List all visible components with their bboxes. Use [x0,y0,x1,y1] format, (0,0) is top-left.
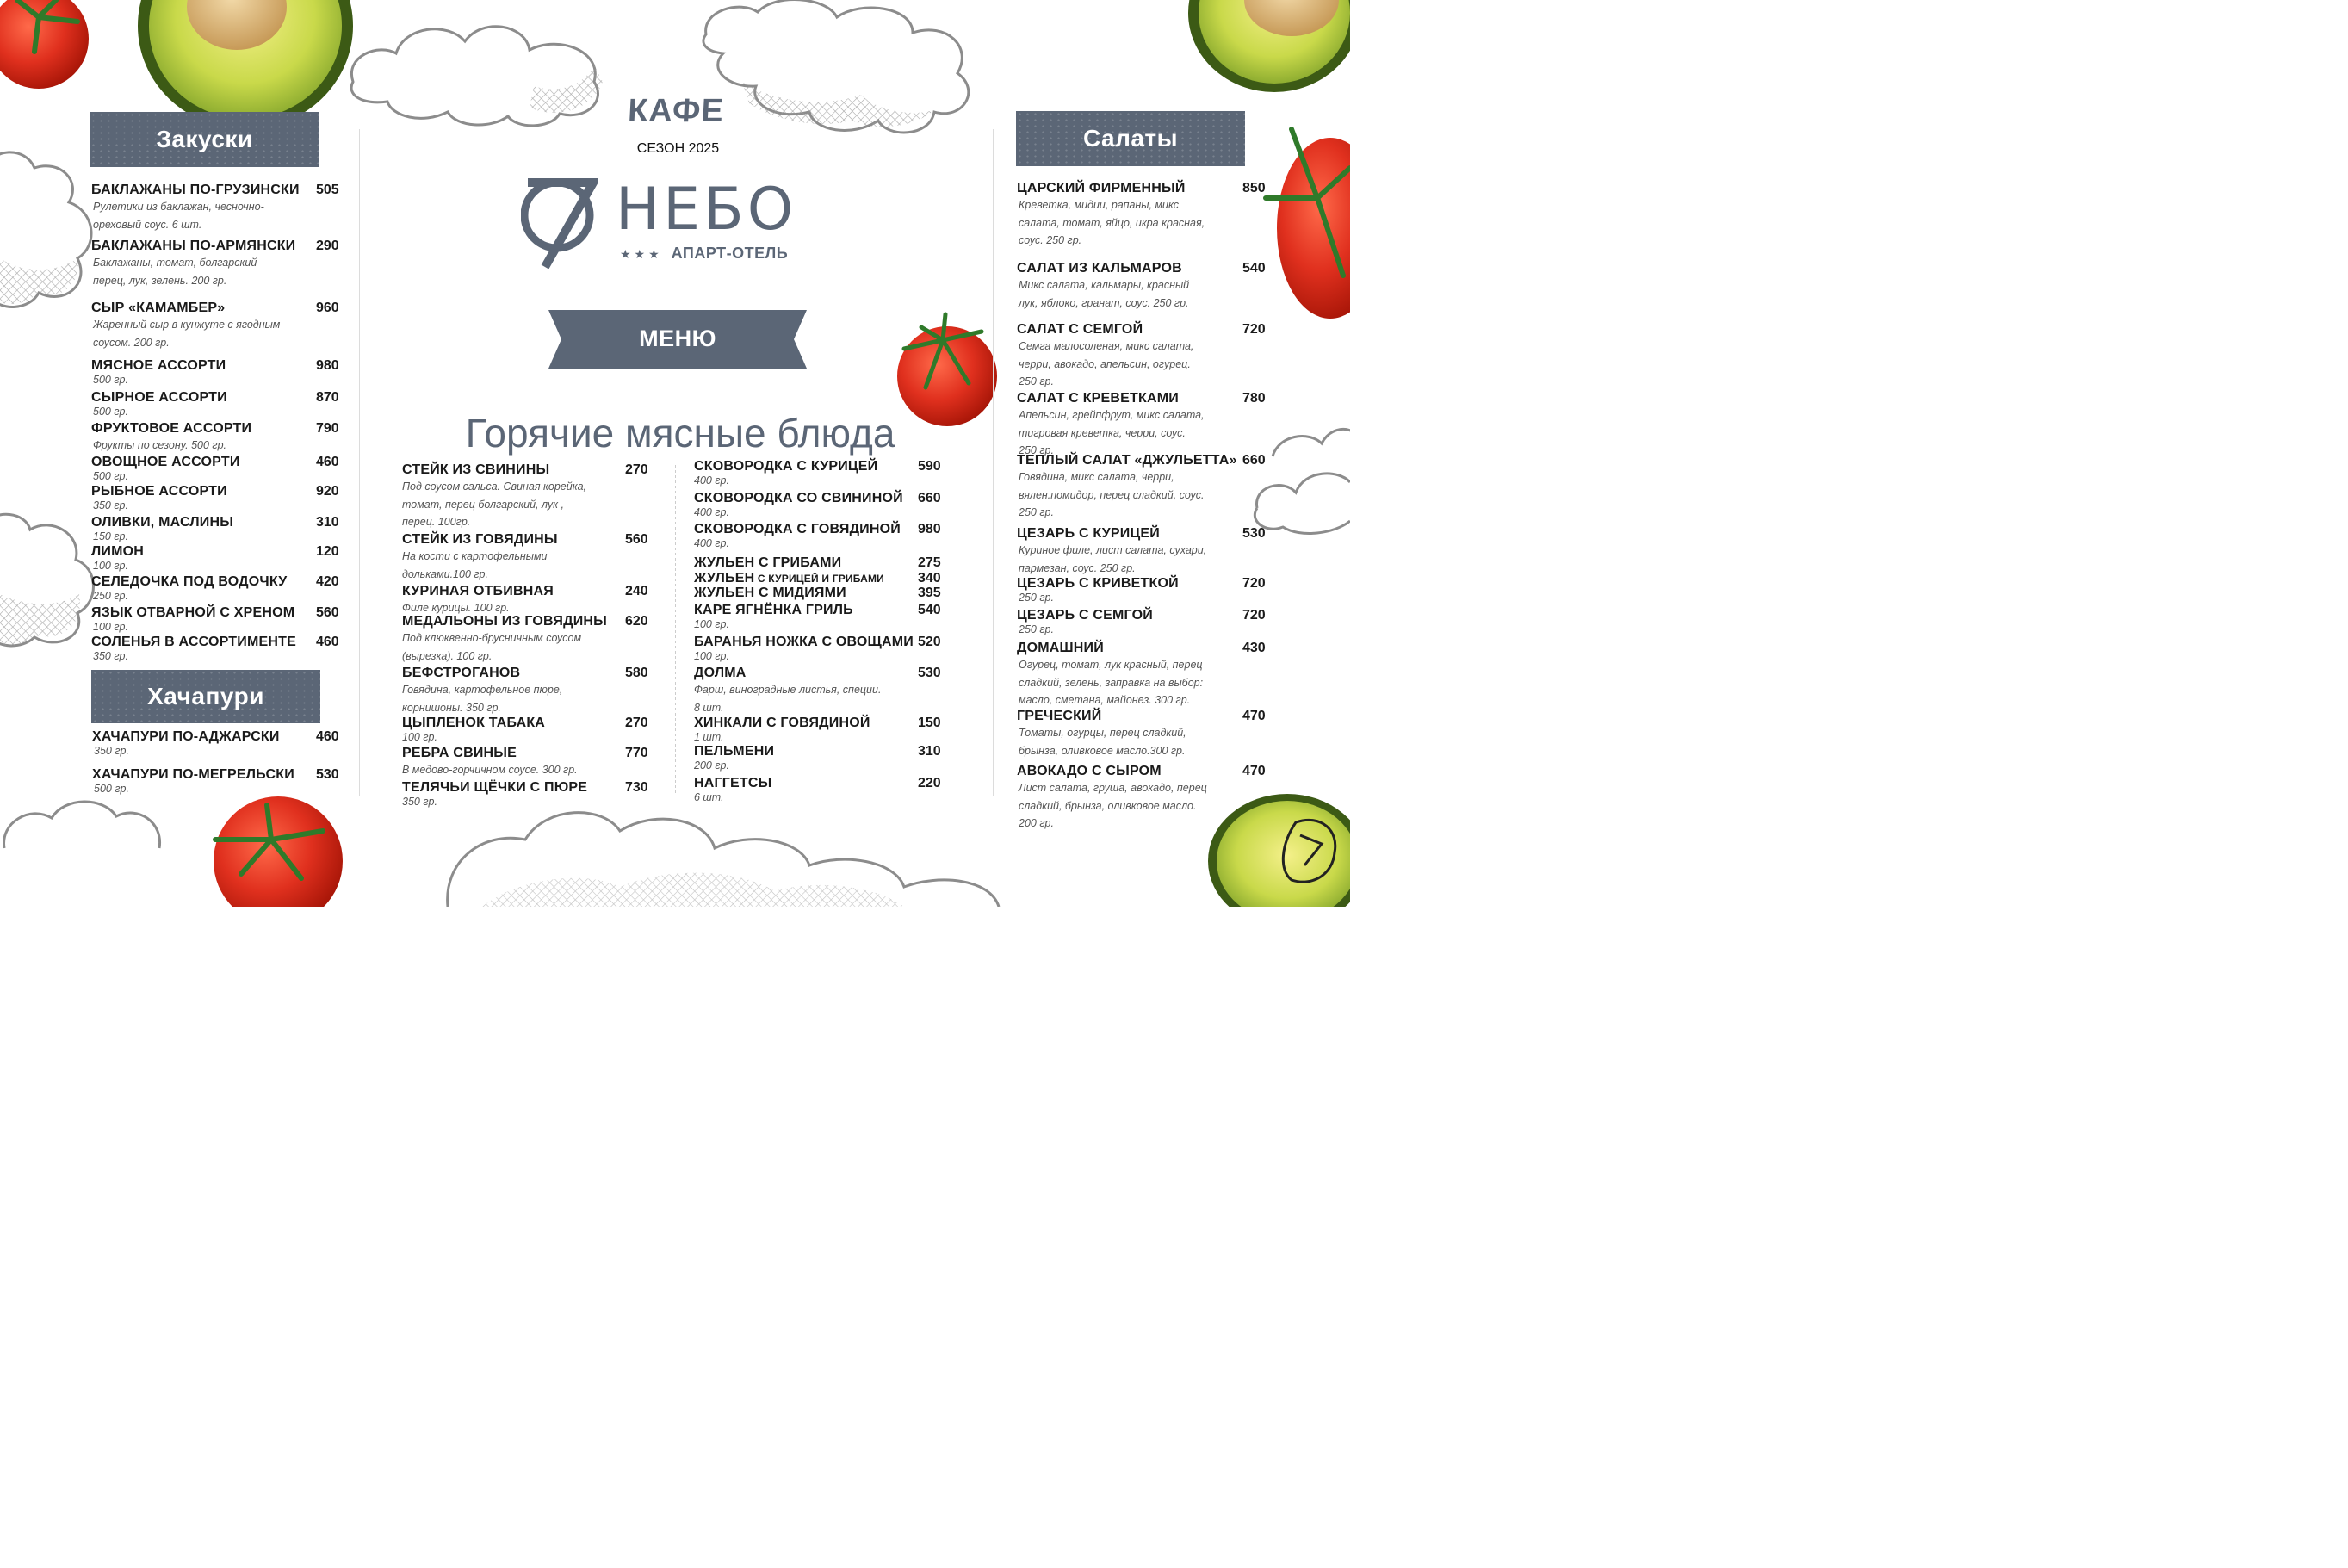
menu-item-price: 530 [1242,526,1266,541]
menu-item-price: 270 [625,462,648,477]
menu-page [0,0,1350,907]
menu-item-price: 780 [1242,391,1266,406]
menu-item-price: 470 [1242,764,1266,778]
menu-item-price: 505 [316,183,339,197]
menu-item-description: 250 гр. [1019,444,1054,456]
menu-item-price: 720 [1242,322,1266,337]
menu-item-name [694,635,952,650]
menu-item-name [694,522,952,537]
menu-item-name-text: СОЛЕНЬЯ В АССОРТИМЕНТЕ [91,635,296,649]
menu-item [1017,709,1277,759]
menu-item-name [1017,322,1277,338]
menu-item-price: 395 [918,586,941,600]
menu-item-description: пармезан, соус. 250 гр. [1019,561,1136,574]
menu-item-name-text: КАРЕ ЯГНЁНКА ГРИЛЬ [694,603,853,617]
menu-item-description: Жаренный сыр в кунжуте с ягодным [93,319,281,331]
menu-item-price: 220 [918,776,941,790]
avocado-icon [1188,0,1350,92]
menu-item-price: 980 [918,522,941,536]
menu-item [91,455,350,482]
menu-item-name [1017,764,1277,779]
menu-item-name-text: ТЕЛЯЧЬИ ЩЁЧКИ С ПЮРЕ [402,780,588,795]
menu-item-description: 250 гр. [1019,592,1054,604]
menu-item [402,780,660,808]
menu-item-description: 500 гр. [93,470,128,482]
menu-item [694,555,952,571]
menu-item-description: 100 гр. [402,731,437,743]
cafe-title: КАФЕ [627,93,725,129]
menu-item-description: 100 гр. [93,621,128,633]
menu-item-name [91,455,350,470]
menu-item-description: 350 гр. [93,499,128,511]
menu-item-name-text: ЦАРСКИЙ ФИРМЕННЫЙ [1017,181,1186,195]
menu-item [402,614,660,665]
menu-item-description: вялен.помидор, перец сладкий, соус. [1019,488,1205,501]
menu-item-name [91,484,350,499]
menu-item-price: 120 [316,544,339,559]
menu-item-price: 520 [918,635,941,649]
menu-item-description: Куриное филе, лист салата, сухари, [1019,544,1207,556]
menu-item-description: лук, яблоко, гранат, соус. 250 гр. [1019,296,1189,309]
menu-item-name-text: ХИНКАЛИ С ГОВЯДИНОЙ [694,716,870,730]
menu-item-description: 1 шт. [694,731,724,743]
menu-item [91,605,350,633]
menu-item-name-text: БАРАНЬЯ НОЖКА С ОВОЩАМИ [694,635,914,649]
menu-item-description: соусом. 200 гр. [93,336,170,349]
menu-item-description: Баклажаны, томат, болгарский [93,257,257,269]
section-banner-khachapuri: Хачапури [91,670,320,723]
menu-item [1017,576,1277,604]
menu-item-name-text: ЦЕЗАРЬ С КУРИЦЕЙ [1017,526,1160,541]
menu-item-price: 420 [316,574,339,589]
menu-item-price: 275 [918,555,941,570]
menu-item-name [402,462,660,478]
menu-item [1017,764,1277,833]
menu-item-description: Говядина, картофельное пюре, [402,684,563,696]
menu-item [1017,453,1277,522]
menu-item-description: 6 шт. [694,791,724,803]
menu-item-description: 350 гр. [93,650,128,662]
menu-item-name [91,390,350,406]
menu-item-name-text: НАГГЕТСЫ [694,776,772,790]
menu-item [91,421,350,455]
menu-item [91,574,350,602]
menu-item-name [91,358,350,374]
menu-item-description: корнишоны. 350 гр. [402,701,501,714]
menu-item-description: 250 гр. [1019,623,1054,635]
menu-item-description: Под соусом сальса. Свиная корейка, [402,480,587,493]
menu-item-name-text: МЕДАЛЬОНЫ ИЗ ГОВЯДИНЫ [402,614,608,629]
menu-item-description: Филе курицы. 100 гр. [402,602,510,614]
season-label: СЕЗОН 2025 [636,141,720,156]
menu-item-description: соус. 250 гр. [1019,234,1082,246]
menu-item [91,183,350,233]
menu-item-description: ореховый соус. 6 шт. [93,218,202,231]
menu-item [694,491,952,518]
menu-item-name [91,635,350,650]
menu-item-name [92,729,350,745]
menu-item-description: Фарш, виноградные листья, специи. [694,684,882,696]
menu-item-price: 770 [625,746,648,760]
menu-item-name-text: ЖУЛЬЕН [694,571,755,586]
menu-item-name [402,780,660,796]
menu-item-name [91,544,350,560]
menu-item-name [1017,261,1277,276]
menu-item [694,571,952,586]
menu-item-price: 530 [316,767,339,782]
menu-item-name-text: ГРЕЧЕСКИЙ [1017,709,1102,723]
menu-item-name-text: САЛАТ ИЗ КАЛЬМАРОВ [1017,261,1182,276]
menu-item-description: 200 гр. [1019,817,1054,829]
menu-item-description: 400 гр. [694,474,729,487]
menu-item [694,744,952,772]
menu-item-name-text: АВОКАДО С СЫРОМ [1017,764,1162,778]
menu-item-price: 870 [316,390,339,405]
menu-item-name-text: СТЕЙК ИЗ ГОВЯДИНЫ [402,532,558,547]
menu-item-name [694,776,952,791]
menu-item-price: 660 [1242,453,1266,468]
menu-item-name-text: БЕФСТРОГАНОВ [402,666,521,680]
menu-item-name [694,744,952,759]
menu-item [1017,608,1277,635]
menu-item-name [402,584,660,599]
menu-item-description: Огурец, томат, лук красный, перец [1019,659,1203,671]
menu-item-description: 100 гр. [694,650,729,662]
menu-item [91,358,350,386]
menu-item-description: Апельсин, грейпфрут, микс салата, [1019,409,1205,421]
menu-item-name-text: ХАЧАПУРИ ПО-МЕГРЕЛЬСКИ [92,767,294,782]
menu-item-name [694,603,952,618]
menu-item-name-text: БАКЛАЖАНЫ ПО-АРМЯНСКИ [91,239,296,253]
menu-item-name [694,716,952,731]
tomato-icon [214,796,343,907]
menu-item [694,459,952,487]
menu-item-description: 500 гр. [93,406,128,418]
menu-item-description: 200 гр. [694,759,729,772]
menu-item-description: В медово-горчичном соусе. 300 гр. [402,764,578,776]
menu-item-description: 100 гр. [93,560,128,572]
menu-item-description: (вырезка). 100 гр. [402,649,493,662]
menu-item-description: 250 гр. [1019,375,1054,387]
menu-item-description: Семга малосоленая, микс салата, [1019,340,1194,352]
menu-item [92,729,350,757]
menu-item-name-text: МЯСНОЕ АССОРТИ [91,358,226,373]
menu-item-name-text: ОВОЩНОЕ АССОРТИ [91,455,240,469]
menu-item-price: 590 [918,459,941,474]
menu-item-name [694,666,952,681]
menu-item-name-text: ЦЕЗАРЬ С КРИВЕТКОЙ [1017,576,1179,591]
menu-item-price: 850 [1242,181,1266,195]
menu-item-name [402,716,660,731]
menu-item-name-text: БАКЛАЖАНЫ ПО-ГРУЗИНСКИ [91,183,300,197]
menu-item [91,239,350,289]
menu-item [1017,641,1277,710]
menu-item-price: 310 [918,744,941,759]
menu-item-price: 920 [316,484,339,499]
section-title-hot: Горячие мясные блюда [465,411,895,456]
menu-item-price: 730 [625,780,648,795]
menu-item-name-text: ЛИМОН [91,544,145,559]
menu-item-name-text: СКОВОРОДКА СО СВИНИНОЙ [694,491,903,505]
menu-item-description: Под клюквенно-брусничным соусом [402,632,582,644]
menu-item-description: 250 гр. [93,590,128,602]
menu-item [91,515,350,542]
column-divider [675,465,676,796]
menu-item-description: брынза, оливковое масло.300 гр. [1019,744,1186,757]
menu-item [91,390,350,418]
menu-item-name-text: КУРИНАЯ ОТБИВНАЯ [402,584,554,598]
menu-item-name-text: ЦЕЗАРЬ С СЕМГОЙ [1017,608,1153,623]
menu-item-price: 790 [316,421,339,436]
menu-item-description: томат, перец болгарский, лук , [402,498,565,511]
menu-item-name-text: САЛАТ С СЕМГОЙ [1017,322,1143,337]
menu-item-name-suffix: С КУРИЦЕЙ И ГРИБАМИ [754,573,884,585]
menu-item-name [1017,526,1277,542]
menu-item-name [694,586,952,601]
menu-item-price: 240 [625,584,648,598]
menu-item-name [1017,709,1277,724]
menu-item [694,776,952,803]
menu-item-description: Говядина, микс салата, черри, [1019,471,1174,483]
menu-item-name [402,666,660,681]
menu-item-description: черри, авокадо, апельсин, огурец. [1019,357,1191,370]
menu-item-description: Микс салата, кальмары, красный [1019,279,1190,291]
menu-item-name [402,614,660,629]
menu-item-name-text: СКОВОРОДКА С КУРИЦЕЙ [694,459,878,474]
menu-item-description: Лист салата, груша, авокадо, перец [1019,782,1207,794]
menu-item-name [91,515,350,530]
menu-item-description: масло, сметана, майонез. 300 гр. [1019,694,1191,706]
menu-item-price: 430 [1242,641,1266,655]
menu-item-price: 470 [1242,709,1266,723]
menu-item [402,584,660,617]
menu-item [91,635,350,662]
menu-item [402,746,660,779]
menu-item-description: 350 гр. [402,796,437,808]
menu-item-description: 8 шт. [694,701,724,714]
menu-item-name-text: ДОМАШНИЙ [1017,641,1104,655]
menu-item-name [1017,641,1277,656]
menu-label: МЕНЮ [639,325,716,351]
menu-item-name-text: ХАЧАПУРИ ПО-АДЖАРСКИ [92,729,280,744]
menu-item-price: 560 [625,532,648,547]
logo-name: НЕБО [616,176,797,244]
menu-item [694,666,952,716]
menu-item-name [91,574,350,590]
menu-item-name [91,183,350,198]
menu-item-description: перец. 100гр. [402,516,471,528]
menu-item-description: 400 гр. [694,506,729,518]
menu-item-description: 350 гр. [94,745,129,757]
menu-item [402,532,660,583]
menu-item-name-text: САЛАТ С КРЕВЕТКАМИ [1017,391,1179,406]
menu-item-name-text: ЖУЛЬЕН С МИДИЯМИ [694,586,846,600]
section-banner-zakuski: Закуски [90,112,319,167]
menu-item-name-text: ПЕЛЬМЕНИ [694,744,775,759]
menu-item-name-text: ТЕПЛЫЙ САЛАТ «ДЖУЛЬЕТТА» [1017,453,1237,468]
menu-item-description: салата, томат, яйцо, икра красная, [1019,216,1205,229]
menu-item-price: 310 [316,515,339,530]
menu-item-description: 250 гр. [1019,506,1054,518]
menu-item [91,301,350,351]
menu-item-price: 720 [1242,576,1266,591]
logo-seven-icon [521,172,598,269]
menu-item-name-text: СТЕЙК ИЗ СВИНИНЫ [402,462,550,477]
menu-item [1017,391,1277,460]
menu-item-name [1017,391,1277,406]
tomato-icon [0,0,89,89]
menu-item-description: Фрукты по сезону. 500 гр. [93,439,226,451]
menu-item-price: 560 [316,605,339,620]
menu-item-price: 340 [918,571,941,586]
menu-item-name [91,239,350,254]
menu-item-price: 620 [625,614,648,629]
menu-item-price: 540 [918,603,941,617]
menu-item-description: Креветка, мидии, рапаны, микс [1019,199,1179,211]
menu-item-price: 660 [918,491,941,505]
menu-item-description: 400 гр. [694,537,729,549]
menu-item [1017,526,1277,577]
menu-item-name [1017,181,1277,196]
menu-item-name-text: ФРУКТОВОЕ АССОРТИ [91,421,252,436]
menu-item-name-text: ДОЛМА [694,666,747,680]
menu-item-description: 500 гр. [93,374,128,386]
menu-item-price: 290 [316,239,339,253]
menu-item-name [91,301,350,316]
menu-item-description: 150 гр. [93,530,128,542]
menu-item [694,586,952,601]
menu-item-name-text: ЦЫПЛЕНОК ТАБАКА [402,716,546,730]
menu-item-name [694,571,952,586]
menu-item-name-text: СЕЛЕДОЧКА ПОД ВОДОЧКУ [91,574,288,589]
menu-item-price: 460 [316,455,339,469]
menu-item [1017,322,1277,391]
menu-item-name-text: РЫБНОЕ АССОРТИ [91,484,227,499]
menu-item-name-text: РЕБРА СВИНЫЕ [402,746,517,760]
menu-item-description: сладкий, брынза, оливковое масло. [1019,799,1197,812]
column-divider [993,129,994,796]
menu-item-price: 960 [316,301,339,315]
tomato-icon [1266,129,1350,319]
menu-item [402,462,660,531]
menu-item-name [1017,608,1277,623]
menu-item-description: сладкий, зелень, заправка на выбор: [1019,676,1204,689]
menu-item-name [694,555,952,571]
menu-item-name-text: ЯЗЫК ОТВАРНОЙ С ХРЕНОМ [91,605,295,620]
menu-item-price: 540 [1242,261,1266,276]
menu-item-price: 460 [316,729,339,744]
logo [521,172,805,276]
menu-item-name [694,459,952,474]
menu-item-price: 270 [625,716,648,730]
menu-item-name [694,491,952,506]
menu-item [694,635,952,662]
menu-item [92,767,350,795]
menu-item-price: 460 [316,635,339,649]
menu-item-description: Рулетики из баклажан, чесночно- [93,201,264,213]
menu-item-description: тигровая креветка, черри, соус. [1019,426,1186,439]
menu-item-price: 980 [316,358,339,373]
menu-item [91,544,350,572]
menu-item [694,603,952,630]
menu-item-description: На кости с картофельными [402,550,548,562]
menu-item-name-text: ЖУЛЬЕН С ГРИБАМИ [694,555,842,570]
menu-item-description: 100 гр. [694,618,729,630]
menu-item-name-text: СКОВОРОДКА С ГОВЯДИНОЙ [694,522,901,536]
menu-item-price: 530 [918,666,941,680]
menu-item [1017,261,1277,312]
menu-item [91,484,350,511]
column-divider [359,129,360,796]
menu-item-description: дольками.100 гр. [402,567,488,580]
menu-item [402,666,660,716]
menu-item-name-text: СЫР «КАМАМБЕР» [91,301,226,315]
section-banner-salads: Салаты [1016,111,1245,166]
menu-item-name [91,605,350,621]
menu-item [694,716,952,743]
menu-item-name [1017,576,1277,592]
menu-item-name [402,532,660,548]
menu-item-price: 150 [918,716,941,730]
logo-stars: ★★★ [620,247,663,261]
logo-subtitle: АПАРТ-ОТЕЛЬ [671,245,789,262]
menu-item-name [92,767,350,783]
menu-item-name-text: СЫРНОЕ АССОРТИ [91,390,227,405]
menu-item-description: Томаты, огурцы, перец сладкий, [1019,727,1186,739]
avocado-icon [138,0,353,129]
menu-item-name-text: ОЛИВКИ, МАСЛИНЫ [91,515,234,530]
menu-item-price: 720 [1242,608,1266,623]
menu-item [1017,181,1277,250]
menu-item-name [402,746,660,761]
menu-item-description: 500 гр. [94,783,129,795]
menu-item-description: перец, лук, зелень. 200 гр. [93,274,227,287]
menu-item-price: 580 [625,666,648,680]
menu-item-name [1017,453,1277,468]
menu-item [694,522,952,549]
menu-item-name [91,421,350,437]
menu-item [402,716,660,743]
